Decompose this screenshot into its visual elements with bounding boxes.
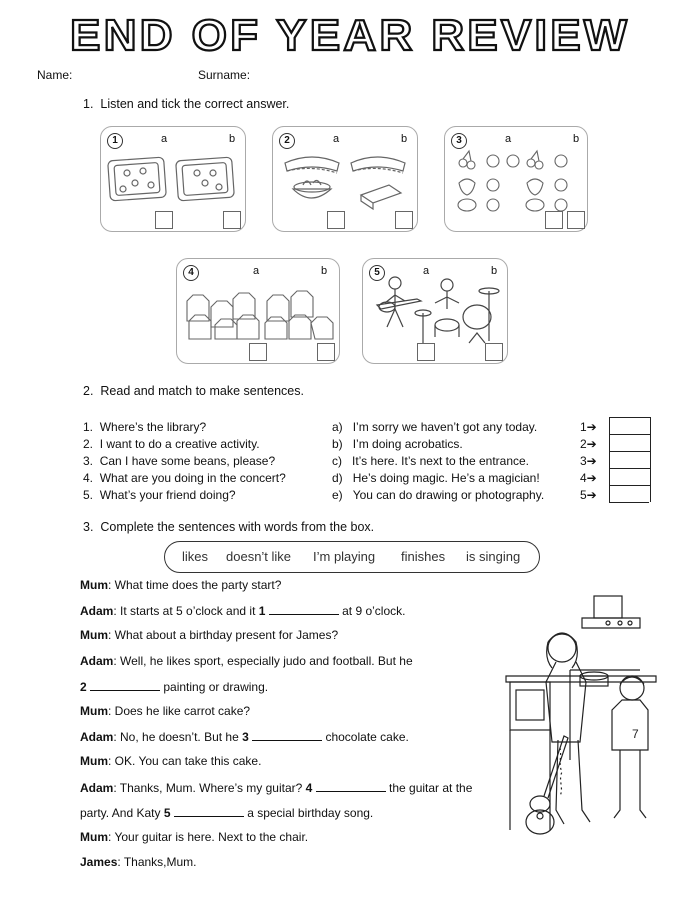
question-1: 1. Where’s the library?: [83, 420, 207, 434]
word-box-item: likes: [182, 549, 209, 564]
answer-label-4: 4➔: [580, 471, 597, 485]
section2-heading: [83, 384, 304, 398]
panel-number: 4: [183, 265, 199, 281]
option-a-label: a: [253, 265, 260, 277]
option-a-label: a: [505, 133, 512, 145]
dialogue-line-1: Mum: What time does the party start?: [80, 578, 282, 592]
listen-panel-3: [444, 126, 588, 232]
name-label: Name:: [37, 68, 73, 82]
blank-2[interactable]: [90, 679, 160, 691]
answer-box-bottom-border: [609, 502, 649, 503]
section3-heading: [83, 520, 374, 534]
option-b-label: b: [321, 265, 328, 277]
tick-box-a[interactable]: [249, 343, 267, 361]
tick-box-a[interactable]: [155, 211, 173, 229]
listen-panel-2: [272, 126, 418, 232]
question-4: 4. What are you doing in the concert?: [83, 471, 286, 485]
blank-4[interactable]: [316, 780, 386, 792]
option-b-label: b: [229, 133, 236, 145]
answer-box-3[interactable]: [609, 451, 651, 468]
option-a-label: a: [423, 265, 430, 277]
question-2: 2. I want to do a creative activity.: [83, 437, 260, 451]
musicians-picture-icon: [367, 273, 503, 345]
answer-box-1[interactable]: [609, 417, 651, 434]
option-a-label: a: [333, 133, 340, 145]
response-c: c) It’s here. It’s next to the entrance.: [332, 454, 530, 468]
dialogue-line-7: Adam: No, he doesn’t. But he 3 chocolate cake.: [80, 730, 409, 744]
dialogue-line-5: 2 painting or drawing.: [80, 680, 269, 694]
answer-label-3: 3➔: [580, 454, 597, 468]
option-b-label: b: [573, 133, 580, 145]
panel-number: 2: [279, 133, 295, 149]
word-box-item: finishes: [401, 549, 446, 564]
tick-box-b[interactable]: [317, 343, 335, 361]
response-d: d) He’s doing magic. He’s a magician!: [332, 471, 540, 485]
worksheet-title: [0, 2, 700, 64]
tablet-picture-icon: [105, 151, 241, 211]
dialogue-line-9: Adam: Thanks, Mum. Where’s my guitar? 4 the guitar at the: [80, 781, 473, 795]
response-b: b) I’m doing acrobatics.: [332, 437, 463, 451]
section3-number: 3.: [83, 520, 94, 534]
tick-box-a[interactable]: [545, 211, 563, 229]
dialogue-line-8: Mum: OK. You can take this cake.: [80, 754, 262, 768]
title-text: END OF YEAR REVIEW: [70, 11, 630, 60]
dialogue-line-6: Mum: Does he like carrot cake?: [80, 704, 251, 718]
blank-3[interactable]: [252, 729, 322, 741]
milk-cartons-picture-icon: [181, 285, 335, 341]
tick-box-b[interactable]: [485, 343, 503, 361]
listen-panel-5: [362, 258, 508, 364]
dialogue-line-12: James: Thanks,Mum.: [80, 855, 197, 869]
dialogue-line-3: Mum: What about a birthday present for James?: [80, 628, 339, 642]
word-box-item: is singing: [466, 549, 521, 564]
dialogue-line-2: Adam: It starts at 5 o’clock and it 1 at 9 o’clock.: [80, 604, 406, 618]
tick-box-a[interactable]: [327, 211, 345, 229]
word-box-item: I’m playing: [313, 549, 376, 564]
response-e: e) You can do drawing or photography.: [332, 488, 545, 502]
dialogue-line-4: Adam: Well, he likes sport, especially judo and football. But he: [80, 654, 413, 668]
option-a-label: a: [161, 133, 168, 145]
tick-box-b[interactable]: [567, 211, 585, 229]
question-5: 5. What’s your friend doing?: [83, 488, 236, 502]
question-3: 3. Can I have some beans, please?: [83, 454, 276, 468]
section1-number: 1.: [83, 97, 94, 111]
dialogue-line-11: Mum: Your guitar is here. Next to the chair.: [80, 830, 309, 844]
answer-box-4[interactable]: [609, 468, 651, 485]
food-picture-icon: [277, 149, 413, 211]
fruit-faces-picture-icon: [449, 147, 583, 213]
answer-label-1: 1➔: [580, 420, 597, 434]
tick-box-b[interactable]: [395, 211, 413, 229]
tick-box-b[interactable]: [223, 211, 241, 229]
panel-number: 5: [369, 265, 385, 281]
option-b-label: b: [491, 265, 498, 277]
answer-label-5: 5➔: [580, 488, 597, 502]
dialogue-line-10: party. And Katy 5 a special birthday song.: [80, 806, 374, 820]
section1-heading-text: Listen and tick the correct answer.: [100, 97, 290, 111]
panel-number: 3: [451, 133, 467, 149]
section3-heading-text: Complete the sentences with words from the box.: [100, 520, 375, 534]
answer-label-2: 2➔: [580, 437, 597, 451]
panel-number: 1: [107, 133, 123, 149]
answer-box-5[interactable]: [609, 485, 651, 502]
section2-heading-text: Read and match to make sentences.: [100, 384, 304, 398]
kitchen-scene-illustration: [500, 590, 660, 840]
section1-heading: [83, 97, 289, 111]
answer-box-2[interactable]: [609, 434, 651, 451]
section2-number: 2.: [83, 384, 94, 398]
word-box-item: doesn’t like: [226, 549, 292, 564]
option-b-label: b: [401, 133, 408, 145]
blank-1[interactable]: [269, 603, 339, 615]
blank-5[interactable]: [174, 805, 244, 817]
response-a: a) I’m sorry we haven’t got any today.: [332, 420, 538, 434]
tick-box-a[interactable]: [417, 343, 435, 361]
shirt-number: 7: [632, 727, 639, 741]
surname-label: Surname:: [198, 68, 251, 82]
listen-panel-1: [100, 126, 246, 232]
listen-panel-4: [176, 258, 340, 364]
